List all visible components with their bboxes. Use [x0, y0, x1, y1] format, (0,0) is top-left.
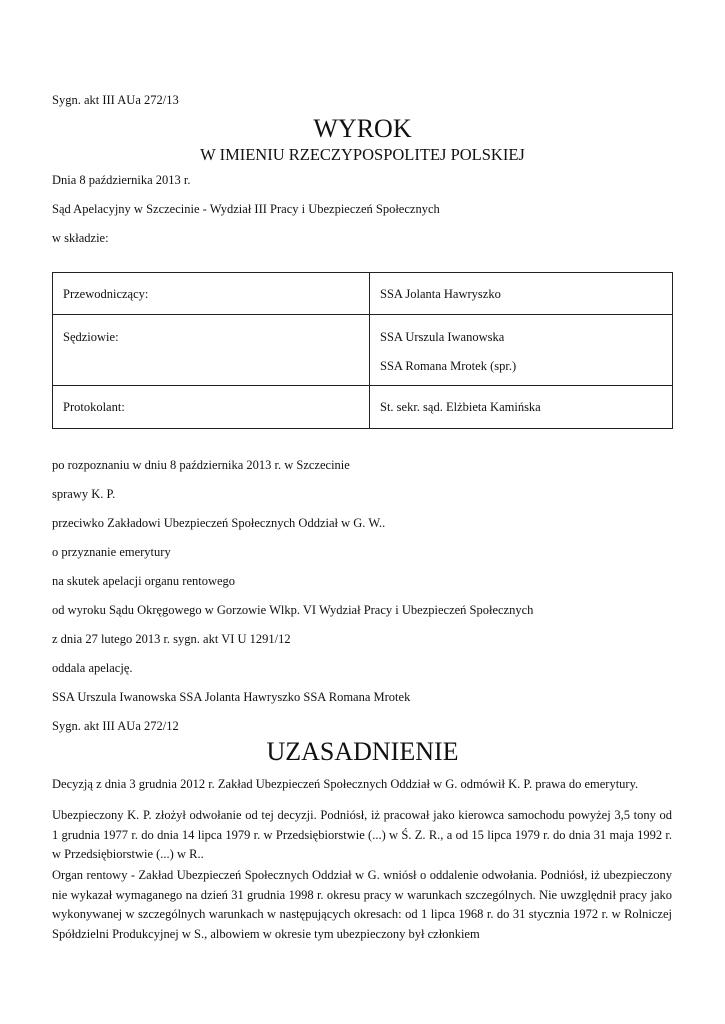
ruling-date: Dnia 8 października 2013 r. — [52, 173, 191, 187]
ruling-line: przeciwko Zakładowi Ubezpieczeń Społecznych Oddział w G. W.. — [52, 516, 386, 530]
ruling-verdict: oddala apelację. — [52, 661, 133, 675]
judges-signatures: SSA Urszula Iwanowska SSA Jolanta Hawryszko SSA Romana Mrotek — [52, 690, 411, 704]
justification-paragraph: Ubezpieczony K. P. złożył odwołanie od tej decyzji. Podniósł, iż pracował jako kierowca samochodu powyżej 3,5 tony od 1 grudnia 1977 r. do dnia 14 lipca 1979 r. w Przedsiębiorstwie (...) w Ś. Z. R., a od 15 lipca 1979 r. do dnia 31 maja 1992 r. w Przedsiębiorstwie (...) w R.. — [52, 808, 672, 861]
ruling-line: sprawy K. P. — [52, 487, 116, 501]
case-signature-2: Sygn. akt III AUa 272/12 — [52, 719, 179, 733]
bench-table — [52, 272, 673, 429]
justification-paragraph: Organ rentowy - Zakład Ubezpieczeń Społecznych Oddział w G. wniósł o oddalenie odwołania. Podniósł, iż ubezpieczony nie wykazał wymaganego na dzień 31 grudnia 1998 r. okresu pracy w warunkach szczególnych. Nie uwzględnił pracy jako wykonywanej w szczególnych warunkach w następujących okresach: od 1 lipca 1968 r. do 31 stycznia 1972 r. w Rolniczej Spółdzielni Produkcyjnej w S., albowiem w okresie tym ubezpieczony był członkiem — [52, 868, 672, 941]
justification-paragraph: Decyzją z dnia 3 grudnia 2012 r. Zakład Ubezpieczeń Społecznych Oddział w G. odmówił K. P. prawa do emerytury. — [52, 777, 639, 791]
bench-row-clerk — [53, 386, 673, 429]
bench-row-presiding — [53, 273, 673, 315]
justification-title: UZASADNIENIE — [266, 737, 459, 766]
ruling-line: od wyroku Sądu Okręgowego w Gorzowie Wlkp. VI Wydział Pracy i Ubezpieczeń Społecznych — [52, 603, 534, 617]
case-signature: Sygn. akt III AUa 272/13 — [52, 93, 179, 107]
ruling-line: na skutek apelacji organu rentowego — [52, 574, 236, 588]
judge-2: SSA Romana Mrotek (spr.) — [380, 359, 517, 373]
presiding-value: SSA Jolanta Hawryszko — [380, 287, 501, 301]
judge-1: SSA Urszula Iwanowska — [380, 330, 505, 344]
ruling-line: z dnia 27 lutego 2013 r. sygn. akt VI U 1291/12 — [52, 632, 291, 646]
composition-intro: w składzie: — [52, 231, 109, 245]
court-name: Sąd Apelacyjny w Szczecinie - Wydział III Pracy i Ubezpieczeń Społecznych — [52, 202, 440, 216]
document-title: WYROK — [313, 114, 412, 143]
presiding-label: Przewodniczący: — [63, 287, 149, 301]
judges-label: Sędziowie: — [63, 330, 119, 344]
document-subtitle: W IMIENIU RZECZYPOSPOLITEJ POLSKIEJ — [200, 145, 525, 164]
ruling-line: o przyznanie emerytury — [52, 545, 171, 559]
clerk-value: St. sekr. sąd. Elżbieta Kamińska — [380, 400, 541, 414]
ruling-line: po rozpoznaniu w dniu 8 października 2013 r. w Szczecinie — [52, 458, 350, 472]
clerk-label: Protokolant: — [63, 400, 125, 414]
bench-row-judges — [53, 315, 673, 386]
